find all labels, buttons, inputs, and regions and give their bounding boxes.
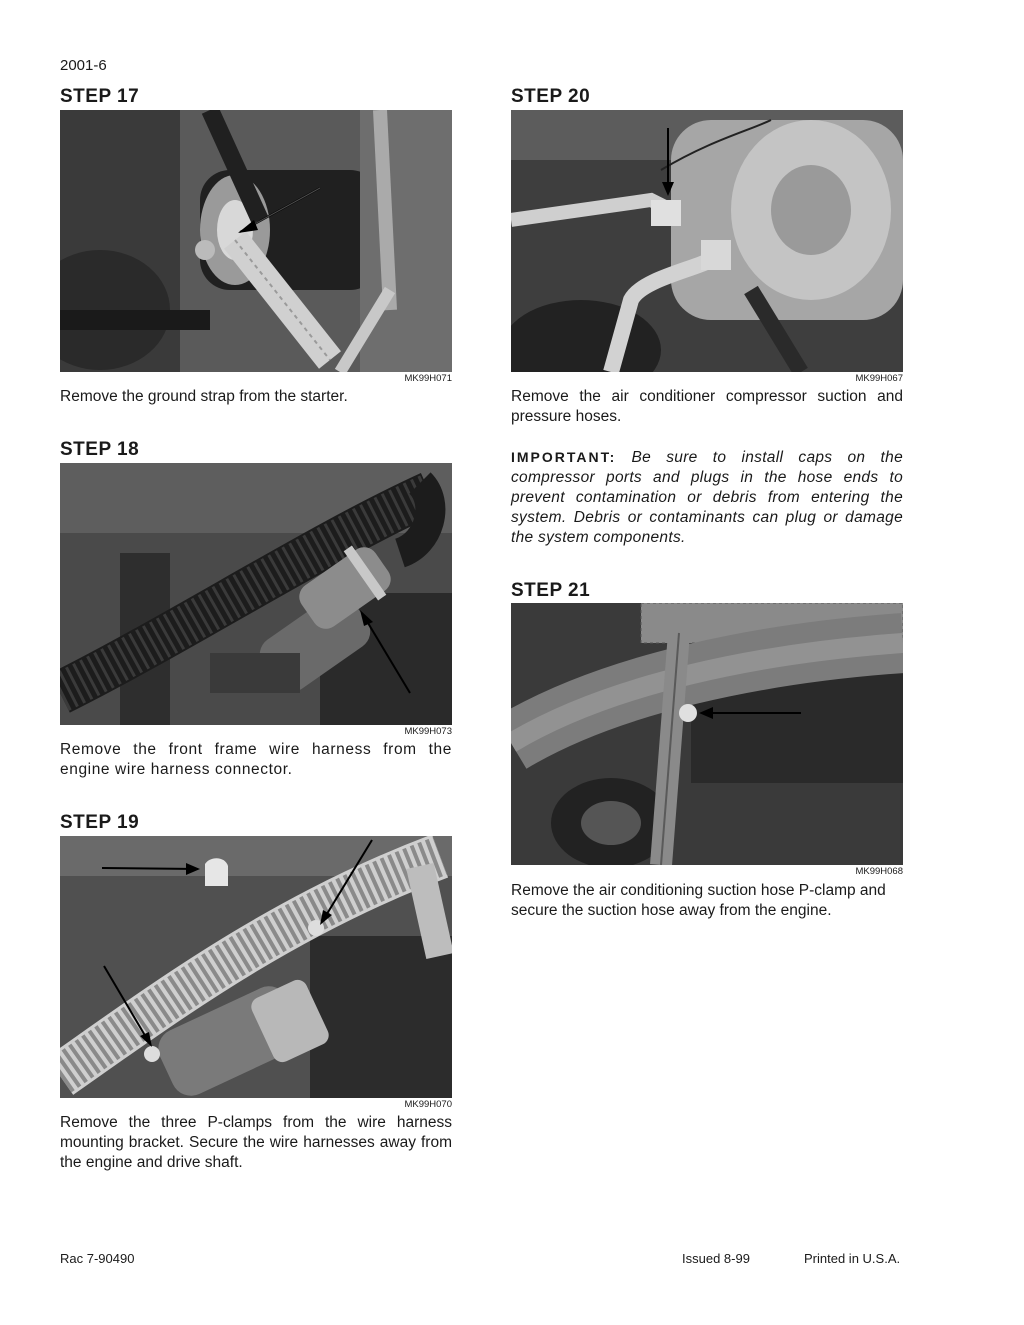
footer-doc-number: Rac 7-90490 [60,1251,135,1266]
step-18-photo [60,463,452,725]
step-21-title: STEP 21 [511,580,591,601]
step-20-caption: Remove the air conditioner compressor suction and pressure hoses. [511,388,903,425]
step-17-photo [60,110,452,372]
step-19-title: STEP 19 [60,812,140,833]
page-number: 2001-6 [60,57,107,74]
starter-ground-strap-photo [60,110,452,372]
suction-hose-clamp-photo [511,603,903,865]
step-18-title: STEP 18 [60,439,140,460]
important-text: Be sure to install caps on the compressor ports and plugs in the hose ends to prevent contamination or debris from entering the system. Debris or contaminants can plug or damage the system components. [511,449,903,546]
step-19-photo [60,836,452,1098]
harness-connector-photo [60,463,452,725]
step-17-photo-code: MK99H071 [404,373,452,384]
ac-compressor-photo [511,110,903,372]
step-17-caption: Remove the ground strap from the starter. [60,388,348,405]
step-21-photo [511,603,903,865]
step-19-caption: Remove the three P-clamps from the wire harness mounting bracket. Secure the wire harnesses away from the engine and drive shaft. [60,1114,452,1171]
step-18-caption: Remove the front frame wire harness from the engine wire harness connector. [60,741,452,778]
footer-printed: Printed in U.S.A. [804,1251,901,1266]
step-20-title: STEP 20 [511,86,591,107]
step-19-photo-code: MK99H070 [404,1099,452,1110]
step-20-photo-code: MK99H067 [855,373,903,384]
step-18-photo-code: MK99H073 [404,726,452,737]
step-20-photo [511,110,903,372]
step-21-caption: Remove the air conditioning suction hose P-clamp and secure the suction hose away from the engine. [511,882,886,919]
footer-issued: Issued 8-99 [682,1251,750,1266]
important-label: IMPORTANT: [511,449,617,465]
step-20-important-note [511,447,903,548]
step-21-photo-code: MK99H068 [855,866,903,877]
p-clamps-photo [60,836,452,1098]
step-17-title: STEP 17 [60,86,140,107]
